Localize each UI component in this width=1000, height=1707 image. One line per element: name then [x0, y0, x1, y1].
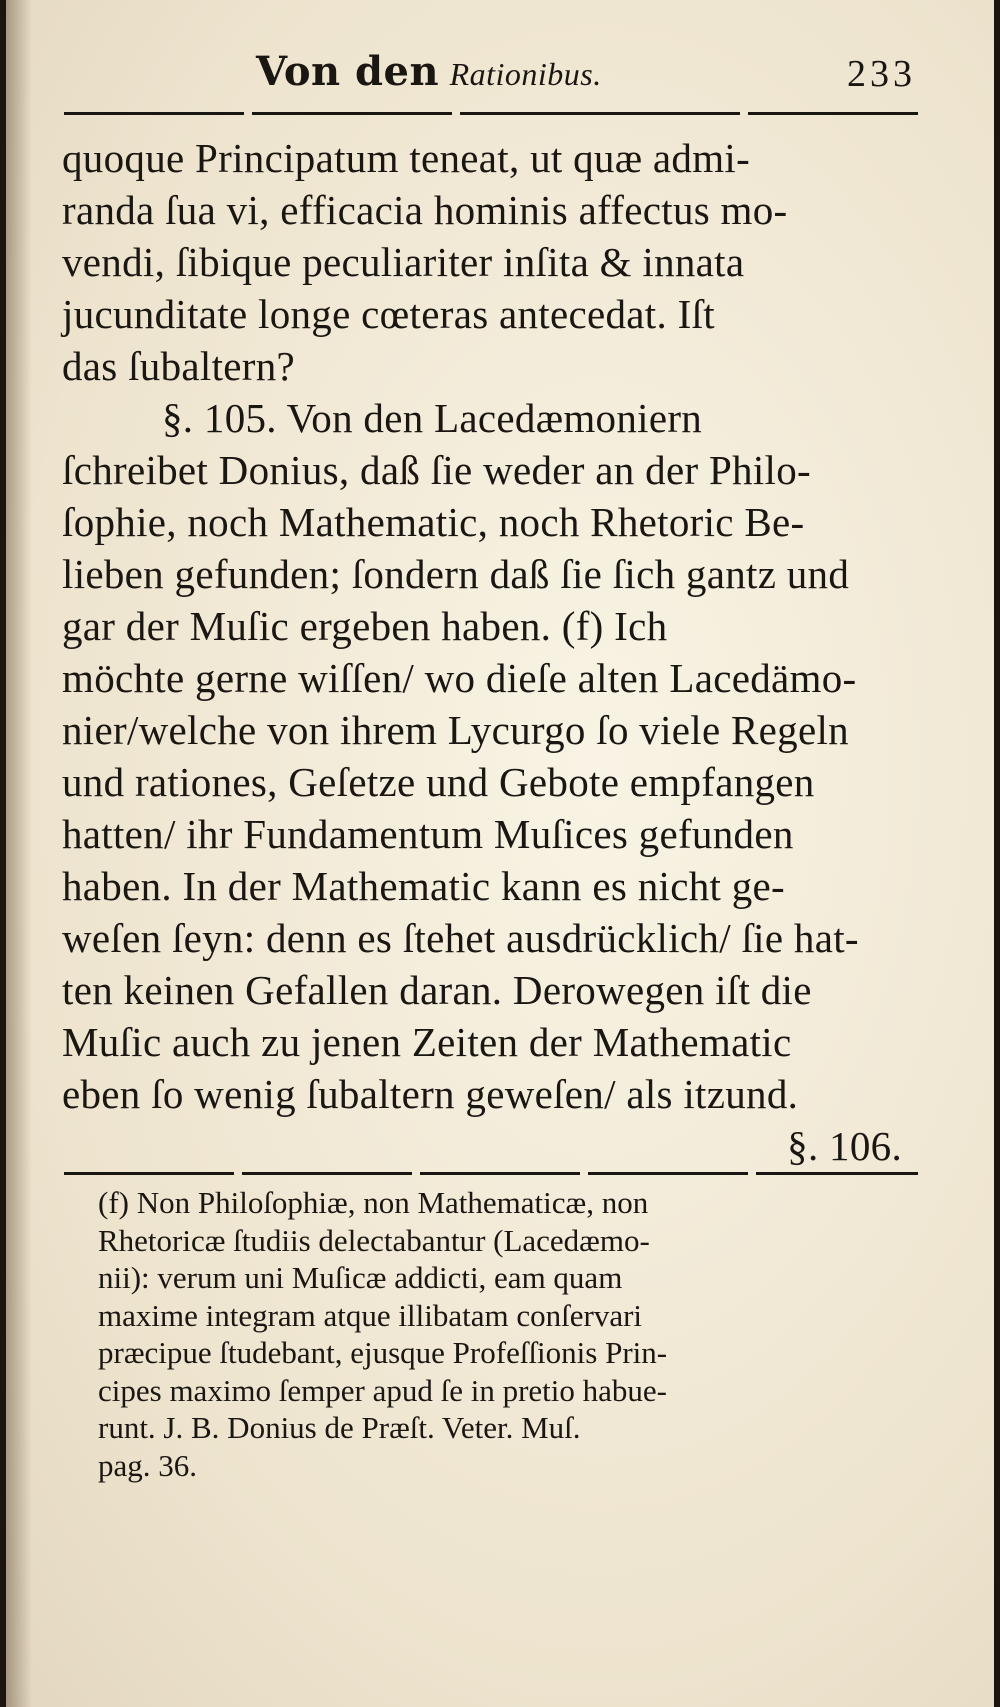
footnote-rule-1	[64, 1172, 234, 1175]
catchword: §. 106.	[787, 1123, 902, 1169]
running-head	[66, 48, 916, 108]
footnote-line: cipes maximo ſemper apud ſe in pretio habue-	[98, 1372, 668, 1408]
text-line: ſchreibet Donius, daß ſie weder an der Philo-	[62, 447, 811, 493]
header-rule-1	[64, 112, 244, 115]
running-title-latin: Rationibus.	[449, 56, 602, 92]
section-heading-105: §. 105. Von den Lacedæmoniern	[162, 395, 703, 441]
header-rule-2	[252, 112, 452, 115]
text-line: hatten/ ihr Fundamentum Muſices gefunden	[62, 811, 794, 857]
book-page	[6, 0, 994, 1707]
footnote-line: maxime integram atque illibatam conſervari	[98, 1297, 643, 1333]
text-line: möchte gerne wiſſen/ wo dieſe alten Lacedämo-	[62, 655, 857, 701]
footnote-line: pag. 36.	[98, 1447, 198, 1483]
text-line: gar der Muſic ergeben haben. (f) Ich	[62, 603, 668, 649]
running-title	[256, 48, 602, 95]
footnote-line: præcipue ſtudebant, ejusque Profeſſionis Prin-	[98, 1335, 668, 1370]
text-line: und rationes, Geſetze und Gebote empfangen	[62, 759, 815, 805]
text-line: lieben gefunden; ſondern daß ſie ſich gantz und	[62, 551, 850, 597]
header-rule-4	[748, 112, 918, 115]
footnote-line: (f) Non Philoſophiæ, non Mathematicæ, non	[98, 1185, 649, 1220]
text-line: quoque Principatum teneat, ut quæ admi-	[62, 135, 751, 181]
main-text	[62, 132, 922, 1172]
text-line: ten keinen Gefallen daran. Derowegen iſt die	[62, 967, 812, 1013]
text-line: ſophie, noch Mathematic, noch Rhetoric Be-	[62, 499, 805, 545]
text-line: eben ſo wenig ſubaltern geweſen/ als itzund.	[62, 1071, 799, 1117]
text-line: nier/welche von ihrem Lycurgo ſo viele Regeln	[62, 707, 849, 753]
footnote-line: nii): verum uni Muſicæ addicti, eam quam	[98, 1260, 623, 1295]
text-line: Muſic auch zu jenen Zeiten der Mathematic	[62, 1019, 792, 1065]
text-line: jucunditate longe cœteras antecedat. Iſt	[62, 291, 715, 337]
text-line: haben. In der Mathematic kann es nicht ge-	[62, 863, 785, 909]
footnote-rule-4	[588, 1172, 748, 1175]
footnote-line: runt. J. B. Donius de Præſt. Veter. Muſ.	[98, 1410, 581, 1445]
running-title-german: Von den	[256, 48, 440, 95]
footnote	[98, 1184, 924, 1484]
footnote-rule-2	[242, 1172, 412, 1175]
footnote-line: Rhetoricæ ſtudiis delectabantur (Lacedæmo-	[98, 1222, 650, 1258]
page-number: 233	[847, 53, 916, 95]
text-line: weſen ſeyn: denn es ſtehet ausdrücklich/ ſie hat-	[62, 915, 859, 961]
footnote-rule-5	[756, 1172, 918, 1175]
text-line: vendi, ſibique peculiariter inſita & innata	[62, 239, 745, 285]
text-line: das ſubaltern?	[62, 343, 296, 389]
header-rule-3	[460, 112, 740, 115]
text-line: randa ſua vi, efficacia hominis affectus mo-	[62, 187, 788, 233]
footnote-rule-3	[420, 1172, 580, 1175]
